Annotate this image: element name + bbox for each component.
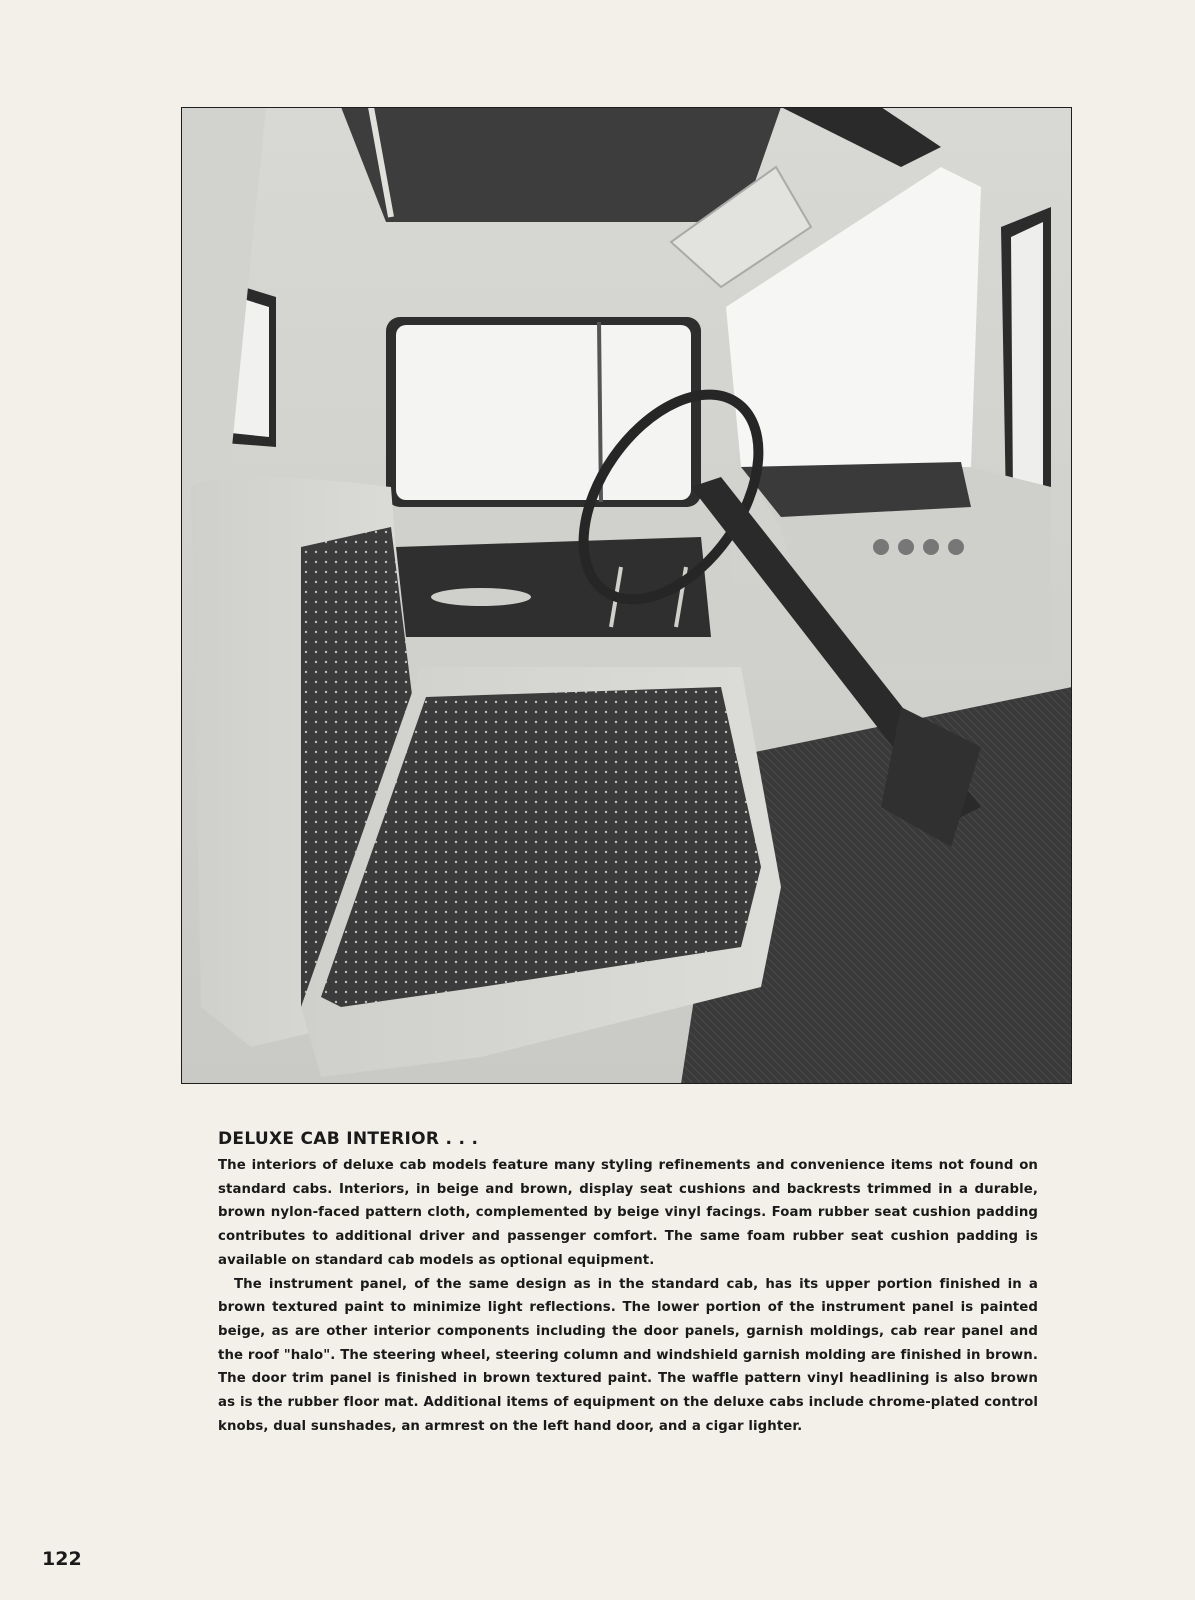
caption-heading: DELUXE CAB INTERIOR . . .: [218, 1129, 479, 1149]
cab-interior-photo: [181, 107, 1072, 1084]
caption-paragraph-2: The instrument panel, of the same design as in the standard cab, has its upper portion finished in a brown textured paint to minimize light reflections. The lower portion of the instrument panel is painted beige, as are other interior components including the door panels, garnish moldings, cab rear panel and the roof "halo". The steering wheel, steering column and windshield garnish molding are finished in brown. The door trim panel is finished in brown textured paint. The waffle pattern vinyl headlining is also brown as is the rubber floor mat. Additional items of equipment on the deluxe cabs include chrome-plated control knobs, dual sunshades, an armrest on the left hand door, and a cigar lighter.: [218, 1276, 1038, 1434]
photo-caption: [218, 1128, 1038, 1438]
page-number: 122: [42, 1548, 82, 1570]
caption-paragraph-1: The interiors of deluxe cab models feature many styling refinements and convenience items not found on standard cabs. Interiors, in beige and brown, display seat cushions and backrests trimmed in a durable, brown nylon-faced pattern cloth, complemented by beige vinyl facings. Foam rubber seat cushion padding contributes to additional driver and passenger comfort. The same foam rubber seat cushion padding is available on standard cab models as optional equipment.: [218, 1158, 1038, 1268]
